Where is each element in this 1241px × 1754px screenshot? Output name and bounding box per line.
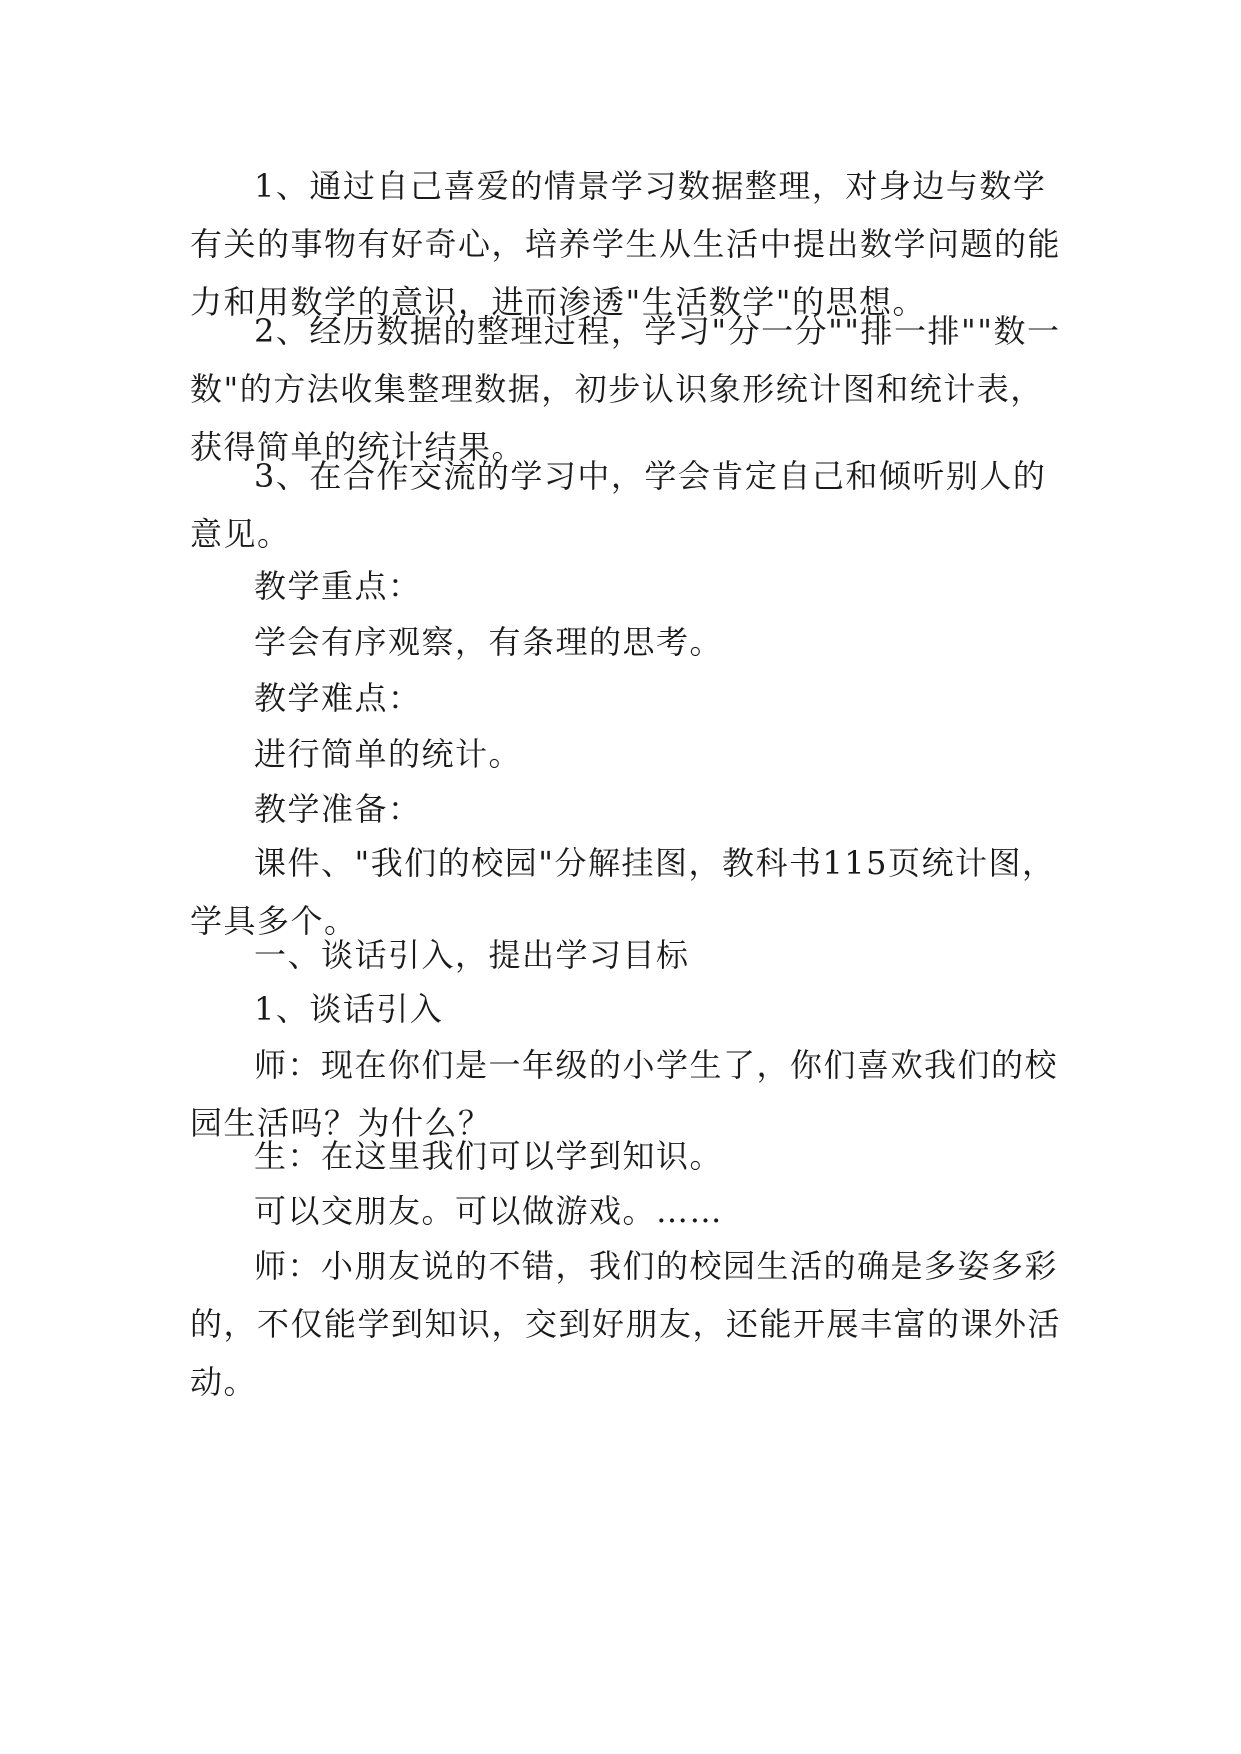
key-points-text: 学会有序观察，有条理的思考。 xyxy=(254,623,724,661)
objective-2-paragraph: 2、经历数据的整理过程，学习"分一分""排一排""数一数"的方法收集整理数据，初步认识象形统计图和统计表，获得简单的统计结果。 xyxy=(190,312,1061,466)
difficulty-text: 进行简单的统计。 xyxy=(254,735,523,773)
objective-3-paragraph: 3、在合作交流的学习中，学会肯定自己和倾听别人的意见。 xyxy=(190,457,1047,553)
section-1-heading: 一、谈话引入，提出学习目标 xyxy=(254,936,690,974)
teacher-reply-paragraph: 师：小朋友说的不错，我们的校园生活的确是多姿多彩的，不仅能学到知识，交到好朋友，还能开展丰富的课外活动。 xyxy=(190,1247,1062,1401)
student-answer-continued: 可以交朋友。可以做游戏。…… xyxy=(254,1192,724,1230)
subsection-1-heading: 1、谈话引入 xyxy=(254,990,444,1028)
teacher-question-paragraph: 师：现在你们是一年级的小学生了，你们喜欢我们的校园生活吗？为什么？ xyxy=(190,1046,1059,1142)
difficulty-heading: 教学难点： xyxy=(254,679,422,717)
student-answer-paragraph: 生：在这里我们可以学到知识。 xyxy=(254,1137,724,1175)
preparation-text: 课件、"我们的校园"分解挂图，教科书115页统计图，学具多个。 xyxy=(190,844,1056,940)
objective-1-paragraph: 1、通过自己喜爱的情景学习数据整理，对身边与数学有关的事物有好奇心，培养学生从生活中提出数学问题的能力和用数学的意识，进而渗透"生活数学"的思想。 xyxy=(190,167,1062,321)
preparation-heading: 教学准备： xyxy=(254,790,422,828)
key-points-heading: 教学重点： xyxy=(254,567,422,605)
